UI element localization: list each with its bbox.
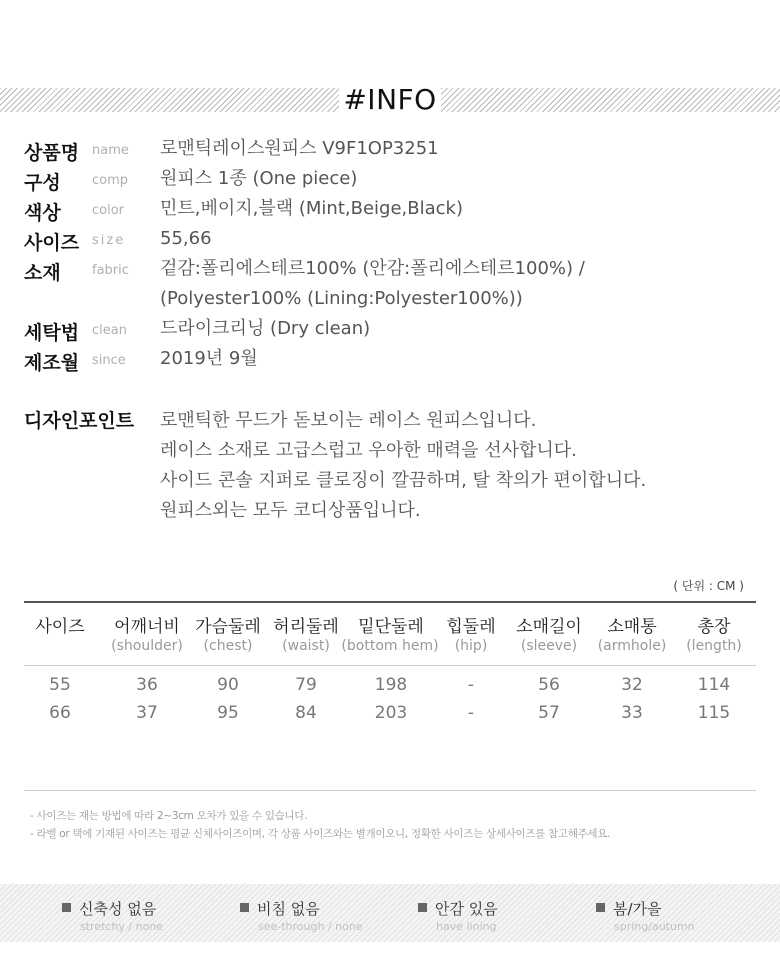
spec-value-since: 2019년 9월 — [160, 348, 258, 369]
feature-lining — [418, 898, 498, 933]
table-cell: 95 — [217, 703, 239, 723]
table-header-chest-en: (chest) — [203, 638, 253, 654]
table-cell: 84 — [295, 703, 317, 723]
feature-label: 봄/가을 — [613, 900, 662, 918]
table-header-length-en: (length) — [686, 638, 742, 654]
feature-see-through — [240, 898, 363, 933]
table-header-hip-en: (hip) — [454, 638, 488, 654]
table-header-chest: 가슴둘레 — [195, 617, 261, 637]
feature-season — [596, 898, 695, 933]
table-header-shoulder: 어깨너비 — [114, 617, 180, 637]
table-header-rule — [24, 665, 756, 666]
design-line: 로맨틱한 무드가 돋보이는 레이스 원피스입니다. — [160, 410, 537, 431]
note-line: - 사이즈는 재는 방법에 따라 2~3cm 오차가 있을 수 있습니다. — [30, 810, 308, 822]
table-cell: 79 — [295, 675, 317, 695]
spec-label-color-en: color — [92, 203, 125, 218]
table-header-bottom-hem: 밑단둘레 — [358, 617, 424, 637]
table-cell: 198 — [374, 675, 408, 695]
table-cell: 32 — [621, 675, 643, 695]
table-cell: 90 — [217, 675, 239, 695]
table-top-rule — [24, 601, 756, 603]
table-bottom-rule — [24, 790, 756, 791]
spec-value-fabric-en: (Polyester100% (Lining:Polyester100%)) — [160, 288, 523, 309]
table-header-shoulder-en: (shoulder) — [111, 638, 183, 654]
table-cell: 57 — [538, 703, 560, 723]
spec-value-name: 로맨틱레이스원피스 V9F1OP3251 — [160, 138, 439, 159]
table-header-hip: 힙둘레 — [446, 617, 496, 637]
size-notes — [30, 808, 610, 844]
square-bullet-icon — [62, 903, 71, 912]
size-unit-label: ( 단위 : CM ) — [673, 579, 744, 593]
spec-value-fabric: 겉감:폴리에스테르100% (안감:폴리에스테르100%) / — [160, 258, 585, 279]
table-header-bottom-hem-en: (bottom hem) — [341, 638, 439, 654]
table-cell: 114 — [697, 675, 731, 695]
table-header-waist: 허리둘레 — [273, 617, 339, 637]
table-cell: 115 — [697, 703, 731, 723]
design-point-lines — [160, 406, 720, 526]
feature-stretch — [62, 898, 163, 933]
feature-label-en: spring/autumn — [614, 920, 695, 933]
spec-value-size: 55,66 — [160, 228, 212, 249]
design-line: 사이드 콘솔 지퍼로 클로징이 깔끔하며, 탈 착의가 편이합니다. — [160, 470, 647, 491]
square-bullet-icon — [418, 903, 427, 912]
spec-label-name-en: name — [92, 143, 129, 158]
spec-label-fabric: 소재 — [24, 262, 61, 284]
table-cell: 37 — [136, 703, 158, 723]
table-cell: 56 — [538, 675, 560, 695]
square-bullet-icon — [240, 903, 249, 912]
table-cell: 203 — [374, 703, 408, 723]
spec-label-size-en: size — [92, 233, 126, 248]
table-header-armhole-en: (armhole) — [597, 638, 667, 654]
table-header-waist-en: (waist) — [282, 638, 330, 654]
table-cell: 66 — [49, 703, 71, 723]
spec-label-clean: 세탁법 — [24, 322, 80, 344]
spec-label-size: 사이즈 — [24, 232, 80, 254]
table-header-length: 총장 — [697, 617, 731, 637]
table-cell: 36 — [136, 675, 158, 695]
design-point-label: 디자인포인트 — [24, 410, 135, 432]
feature-label-en: have lining — [436, 920, 497, 933]
spec-label-fabric-en: fabric — [92, 263, 129, 278]
feature-label-en: stretchy / none — [80, 920, 164, 933]
spec-label-name: 상품명 — [24, 142, 80, 164]
spec-label-since-en: since — [92, 353, 126, 368]
spec-label-since: 제조월 — [24, 352, 80, 374]
table-header-sleeve-en: (sleeve) — [520, 638, 578, 654]
spec-label-comp-en: comp — [92, 173, 129, 188]
table-cell: - — [467, 703, 475, 723]
table-cell: - — [467, 675, 475, 695]
spec-value-color: 민트,베이지,블랙 (Mint,Beige,Black) — [160, 198, 463, 219]
feature-label: 신축성 없음 — [79, 900, 157, 918]
spec-label-clean-en: clean — [92, 323, 127, 338]
table-cell: 55 — [49, 675, 71, 695]
table-header-size: 사이즈 — [35, 617, 85, 637]
spec-value-comp: 원피스 1종 (One piece) — [160, 168, 358, 189]
info-section-title — [0, 83, 780, 116]
note-line: - 라벨 or 택에 기재된 사이즈는 평균 신체사이즈이며, 각 상품 사이즈와는 별개이오니, 정확한 사이즈는 상세사이즈를 참고해주세요. — [30, 828, 611, 840]
table-cell: 33 — [621, 703, 643, 723]
table-header-armhole: 소매통 — [607, 617, 657, 637]
spec-label-comp: 구성 — [24, 172, 61, 194]
square-bullet-icon — [596, 903, 605, 912]
feature-label-en: see-through / none — [258, 920, 363, 933]
info-title-text: #INFO — [339, 83, 440, 116]
spec-label-color: 색상 — [24, 202, 61, 224]
table-header-sleeve: 소매길이 — [516, 617, 582, 637]
spec-value-clean: 드라이크리닝 (Dry clean) — [160, 318, 371, 339]
feature-label: 안감 있음 — [435, 900, 498, 918]
design-line: 원피스외는 모두 코디상품입니다. — [160, 500, 421, 521]
feature-label: 비침 없음 — [257, 900, 320, 918]
design-line: 레이스 소재로 고급스럽고 우아한 매력을 선사합니다. — [160, 440, 577, 461]
